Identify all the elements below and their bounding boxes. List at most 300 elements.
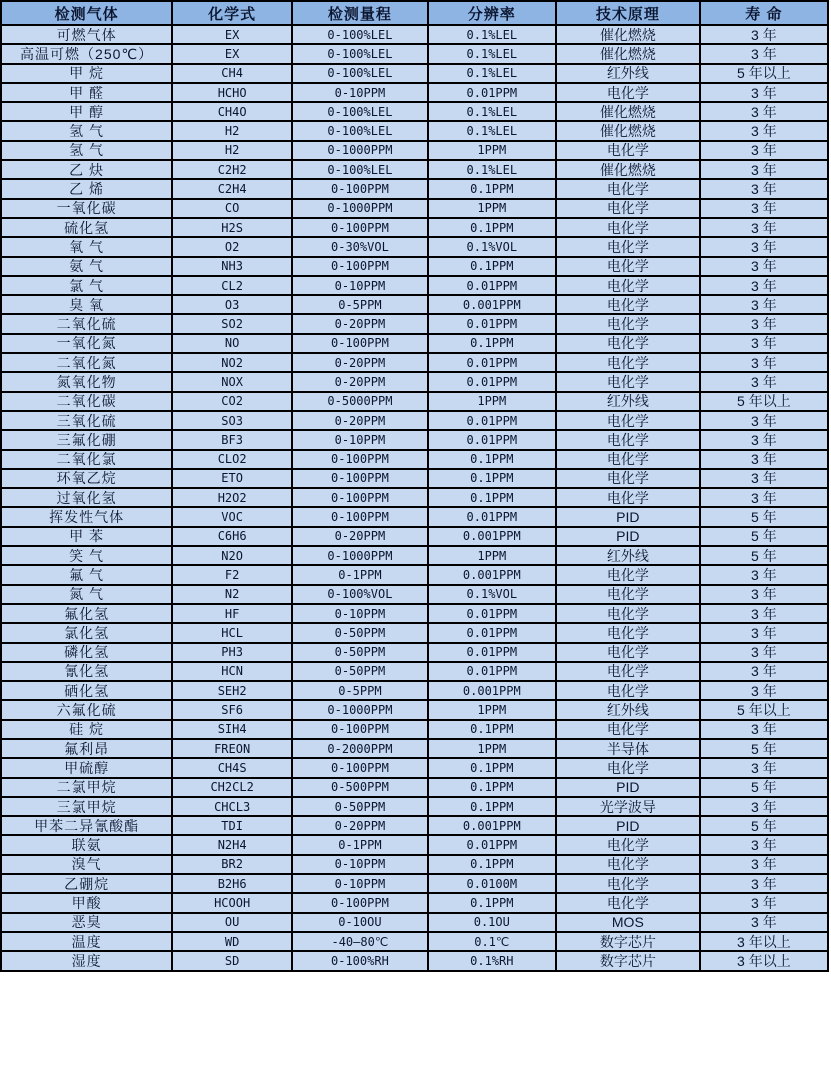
principle-cell: 电化学 bbox=[556, 681, 700, 700]
gas-name-cell: 乙 炔 bbox=[1, 160, 172, 179]
principle-cell: 数字芯片 bbox=[556, 951, 700, 970]
resolution-cell: 1PPM bbox=[428, 546, 556, 565]
table-row bbox=[1, 932, 828, 951]
lifespan-cell: 3 年 bbox=[700, 469, 828, 488]
table-row bbox=[1, 411, 828, 430]
range-cell: 0-100PPM bbox=[292, 334, 428, 353]
range-cell: 0-20PPM bbox=[292, 527, 428, 546]
lifespan-cell: 3 年 bbox=[700, 276, 828, 295]
formula-cell: CH4 bbox=[172, 64, 292, 83]
resolution-cell: 0.01PPM bbox=[428, 604, 556, 623]
lifespan-cell: 3 年 bbox=[700, 218, 828, 237]
principle-cell: 红外线 bbox=[556, 392, 700, 411]
lifespan-cell: 3 年 bbox=[700, 604, 828, 623]
table-row bbox=[1, 199, 828, 218]
range-cell: 0-10PPM bbox=[292, 604, 428, 623]
range-cell: 0-5PPM bbox=[292, 295, 428, 314]
gas-name-cell: 二氧化氯 bbox=[1, 450, 172, 469]
resolution-cell: 0.01PPM bbox=[428, 507, 556, 526]
principle-cell: 电化学 bbox=[556, 835, 700, 854]
gas-name-cell: 甲 苯 bbox=[1, 527, 172, 546]
resolution-cell: 0.01PPM bbox=[428, 372, 556, 391]
gas-name-cell: 硒化氢 bbox=[1, 681, 172, 700]
range-cell: 0-100PPM bbox=[292, 450, 428, 469]
lifespan-cell: 3 年 bbox=[700, 720, 828, 739]
principle-cell: 催化燃烧 bbox=[556, 44, 700, 63]
gas-name-cell: 硫化氢 bbox=[1, 218, 172, 237]
resolution-cell: 0.1PPM bbox=[428, 218, 556, 237]
formula-cell: H2 bbox=[172, 141, 292, 160]
formula-cell: CLO2 bbox=[172, 450, 292, 469]
range-cell: 0-10PPM bbox=[292, 83, 428, 102]
gas-name-cell: 一氧化氮 bbox=[1, 334, 172, 353]
principle-cell: 电化学 bbox=[556, 372, 700, 391]
formula-cell: B2H6 bbox=[172, 874, 292, 893]
principle-cell: 电化学 bbox=[556, 257, 700, 276]
lifespan-cell: 3 年 bbox=[700, 758, 828, 777]
table-row bbox=[1, 237, 828, 256]
resolution-cell: 1PPM bbox=[428, 199, 556, 218]
lifespan-cell: 3 年 bbox=[700, 44, 828, 63]
principle-cell: PID bbox=[556, 816, 700, 835]
formula-cell: CO bbox=[172, 199, 292, 218]
gas-name-cell: 氢 气 bbox=[1, 121, 172, 140]
principle-cell: PID bbox=[556, 778, 700, 797]
table-row bbox=[1, 604, 828, 623]
resolution-cell: 0.0100M bbox=[428, 874, 556, 893]
lifespan-cell: 3 年 bbox=[700, 643, 828, 662]
column-header-resolution: 分辨率 bbox=[428, 1, 556, 25]
resolution-cell: 0.001PPM bbox=[428, 295, 556, 314]
table-row bbox=[1, 488, 828, 507]
table-row bbox=[1, 874, 828, 893]
lifespan-cell: 3 年 bbox=[700, 874, 828, 893]
principle-cell: 催化燃烧 bbox=[556, 25, 700, 44]
gas-name-cell: 笑 气 bbox=[1, 546, 172, 565]
resolution-cell: 0.1%VOL bbox=[428, 585, 556, 604]
gas-name-cell: 氟化氢 bbox=[1, 604, 172, 623]
resolution-cell: 0.1%LEL bbox=[428, 44, 556, 63]
principle-cell: 电化学 bbox=[556, 237, 700, 256]
resolution-cell: 0.1%LEL bbox=[428, 25, 556, 44]
formula-cell: N2 bbox=[172, 585, 292, 604]
lifespan-cell: 5 年 bbox=[700, 507, 828, 526]
lifespan-cell: 3 年 bbox=[700, 835, 828, 854]
formula-cell: O3 bbox=[172, 295, 292, 314]
gas-name-cell: 氟 气 bbox=[1, 565, 172, 584]
gas-name-cell: 硅 烷 bbox=[1, 720, 172, 739]
resolution-cell: 0.1PPM bbox=[428, 257, 556, 276]
formula-cell: TDI bbox=[172, 816, 292, 835]
gas-name-cell: 温度 bbox=[1, 932, 172, 951]
gas-name-cell: 过氧化氢 bbox=[1, 488, 172, 507]
range-cell: 0-100PPM bbox=[292, 507, 428, 526]
formula-cell: HCOOH bbox=[172, 893, 292, 912]
formula-cell: BF3 bbox=[172, 430, 292, 449]
table-row bbox=[1, 623, 828, 642]
gas-name-cell: 恶臭 bbox=[1, 913, 172, 932]
range-cell: 0-100%LEL bbox=[292, 121, 428, 140]
column-header-principle: 技术原理 bbox=[556, 1, 700, 25]
resolution-cell: 0.001PPM bbox=[428, 816, 556, 835]
formula-cell: HCL bbox=[172, 623, 292, 642]
range-cell: 0-100%LEL bbox=[292, 160, 428, 179]
range-cell: 0-5PPM bbox=[292, 681, 428, 700]
formula-cell: C2H4 bbox=[172, 179, 292, 198]
range-cell: 0-100PPM bbox=[292, 469, 428, 488]
formula-cell: FREON bbox=[172, 739, 292, 758]
range-cell: 0-10PPM bbox=[292, 430, 428, 449]
principle-cell: 电化学 bbox=[556, 83, 700, 102]
formula-cell: SIH4 bbox=[172, 720, 292, 739]
lifespan-cell: 3 年 bbox=[700, 372, 828, 391]
range-cell: 0-20PPM bbox=[292, 411, 428, 430]
formula-cell: WD bbox=[172, 932, 292, 951]
lifespan-cell: 3 年 bbox=[700, 893, 828, 912]
gas-name-cell: 氯 气 bbox=[1, 276, 172, 295]
lifespan-cell: 3 年 bbox=[700, 411, 828, 430]
lifespan-cell: 3 年 bbox=[700, 121, 828, 140]
resolution-cell: 0.1PPM bbox=[428, 778, 556, 797]
lifespan-cell: 3 年 bbox=[700, 83, 828, 102]
lifespan-cell: 5 年 bbox=[700, 778, 828, 797]
gas-name-cell: 氨 气 bbox=[1, 257, 172, 276]
principle-cell: 电化学 bbox=[556, 411, 700, 430]
principle-cell: 电化学 bbox=[556, 469, 700, 488]
formula-cell: SD bbox=[172, 951, 292, 970]
resolution-cell: 0.001PPM bbox=[428, 527, 556, 546]
formula-cell: CL2 bbox=[172, 276, 292, 295]
range-cell: 0-20PPM bbox=[292, 816, 428, 835]
lifespan-cell: 3 年 bbox=[700, 623, 828, 642]
gas-name-cell: 二氧化氮 bbox=[1, 353, 172, 372]
gas-name-cell: 氮 气 bbox=[1, 585, 172, 604]
principle-cell: 光学波导 bbox=[556, 797, 700, 816]
range-cell: 0-1PPM bbox=[292, 835, 428, 854]
resolution-cell: 0.1PPM bbox=[428, 720, 556, 739]
table-row bbox=[1, 855, 828, 874]
table-row bbox=[1, 758, 828, 777]
gas-name-cell: 氰化氢 bbox=[1, 662, 172, 681]
table-row bbox=[1, 643, 828, 662]
formula-cell: C6H6 bbox=[172, 527, 292, 546]
lifespan-cell: 3 年以上 bbox=[700, 932, 828, 951]
gas-name-cell: 溴气 bbox=[1, 855, 172, 874]
principle-cell: 电化学 bbox=[556, 179, 700, 198]
resolution-cell: 0.1%LEL bbox=[428, 121, 556, 140]
principle-cell: 催化燃烧 bbox=[556, 102, 700, 121]
table-row bbox=[1, 585, 828, 604]
gas-name-cell: 高温可燃（250℃） bbox=[1, 44, 172, 63]
table-row bbox=[1, 893, 828, 912]
principle-cell: PID bbox=[556, 507, 700, 526]
principle-cell: 数字芯片 bbox=[556, 932, 700, 951]
principle-cell: 催化燃烧 bbox=[556, 121, 700, 140]
principle-cell: 红外线 bbox=[556, 64, 700, 83]
range-cell: 0-100PPM bbox=[292, 720, 428, 739]
table-row bbox=[1, 565, 828, 584]
resolution-cell: 0.01PPM bbox=[428, 83, 556, 102]
gas-name-cell: 乙硼烷 bbox=[1, 874, 172, 893]
principle-cell: 电化学 bbox=[556, 199, 700, 218]
table-row bbox=[1, 720, 828, 739]
lifespan-cell: 5 年 bbox=[700, 546, 828, 565]
table-row bbox=[1, 913, 828, 932]
gas-name-cell: 三氟化硼 bbox=[1, 430, 172, 449]
lifespan-cell: 3 年 bbox=[700, 314, 828, 333]
lifespan-cell: 5 年以上 bbox=[700, 392, 828, 411]
table-row bbox=[1, 44, 828, 63]
principle-cell: 电化学 bbox=[556, 758, 700, 777]
lifespan-cell: 3 年 bbox=[700, 913, 828, 932]
principle-cell: 电化学 bbox=[556, 353, 700, 372]
range-cell: 0-50PPM bbox=[292, 662, 428, 681]
lifespan-cell: 3 年 bbox=[700, 295, 828, 314]
range-cell: 0-1000PPM bbox=[292, 141, 428, 160]
range-cell: 0-100PPM bbox=[292, 257, 428, 276]
range-cell: 0-100%LEL bbox=[292, 44, 428, 63]
gas-name-cell: 一氧化碳 bbox=[1, 199, 172, 218]
table-row bbox=[1, 218, 828, 237]
lifespan-cell: 3 年 bbox=[700, 450, 828, 469]
table-row bbox=[1, 951, 828, 970]
formula-cell: H2S bbox=[172, 218, 292, 237]
resolution-cell: 1PPM bbox=[428, 700, 556, 719]
range-cell: 0-1000PPM bbox=[292, 700, 428, 719]
resolution-cell: 0.1%LEL bbox=[428, 160, 556, 179]
lifespan-cell: 3 年 bbox=[700, 353, 828, 372]
lifespan-cell: 3 年 bbox=[700, 179, 828, 198]
principle-cell: 电化学 bbox=[556, 295, 700, 314]
lifespan-cell: 3 年 bbox=[700, 430, 828, 449]
lifespan-cell: 5 年 bbox=[700, 816, 828, 835]
range-cell: 0-100%LEL bbox=[292, 25, 428, 44]
resolution-cell: 1PPM bbox=[428, 392, 556, 411]
range-cell: 0-50PPM bbox=[292, 623, 428, 642]
resolution-cell: 0.01PPM bbox=[428, 276, 556, 295]
table-row bbox=[1, 276, 828, 295]
resolution-cell: 0.1%LEL bbox=[428, 64, 556, 83]
range-cell: 0-100%VOL bbox=[292, 585, 428, 604]
gas-name-cell: 联氨 bbox=[1, 835, 172, 854]
gas-name-cell: 二氧化硫 bbox=[1, 314, 172, 333]
resolution-cell: 0.1PPM bbox=[428, 334, 556, 353]
formula-cell: N2H4 bbox=[172, 835, 292, 854]
principle-cell: 电化学 bbox=[556, 276, 700, 295]
column-header-formula: 化学式 bbox=[172, 1, 292, 25]
table-row bbox=[1, 527, 828, 546]
resolution-cell: 0.01PPM bbox=[428, 835, 556, 854]
resolution-cell: 0.001PPM bbox=[428, 565, 556, 584]
formula-cell: HCN bbox=[172, 662, 292, 681]
resolution-cell: 0.1PPM bbox=[428, 179, 556, 198]
lifespan-cell: 3 年 bbox=[700, 585, 828, 604]
range-cell: 0-10PPM bbox=[292, 855, 428, 874]
lifespan-cell: 3 年 bbox=[700, 797, 828, 816]
range-cell: 0-100PPM bbox=[292, 179, 428, 198]
resolution-cell: 0.1%RH bbox=[428, 951, 556, 970]
range-cell: 0-2000PPM bbox=[292, 739, 428, 758]
range-cell: 0-1000PPM bbox=[292, 199, 428, 218]
lifespan-cell: 5 年以上 bbox=[700, 64, 828, 83]
formula-cell: CH2CL2 bbox=[172, 778, 292, 797]
principle-cell: 半导体 bbox=[556, 739, 700, 758]
table-row bbox=[1, 121, 828, 140]
formula-cell: EX bbox=[172, 44, 292, 63]
gas-name-cell: 氮氧化物 bbox=[1, 372, 172, 391]
gas-name-cell: 甲苯二异氰酸酯 bbox=[1, 816, 172, 835]
lifespan-cell: 3 年 bbox=[700, 855, 828, 874]
resolution-cell: 0.001PPM bbox=[428, 681, 556, 700]
formula-cell: C2H2 bbox=[172, 160, 292, 179]
range-cell: 0-100%LEL bbox=[292, 102, 428, 121]
resolution-cell: 0.1PPM bbox=[428, 758, 556, 777]
table-row bbox=[1, 257, 828, 276]
principle-cell: 电化学 bbox=[556, 430, 700, 449]
resolution-cell: 0.01PPM bbox=[428, 430, 556, 449]
table-row bbox=[1, 179, 828, 198]
lifespan-cell: 3 年以上 bbox=[700, 951, 828, 970]
range-cell: 0-5000PPM bbox=[292, 392, 428, 411]
table-row bbox=[1, 546, 828, 565]
gas-name-cell: 二氯甲烷 bbox=[1, 778, 172, 797]
lifespan-cell: 3 年 bbox=[700, 488, 828, 507]
formula-cell: NO2 bbox=[172, 353, 292, 372]
column-header-range: 检测量程 bbox=[292, 1, 428, 25]
table-row bbox=[1, 372, 828, 391]
gas-name-cell: 甲 烷 bbox=[1, 64, 172, 83]
formula-cell: BR2 bbox=[172, 855, 292, 874]
principle-cell: 电化学 bbox=[556, 720, 700, 739]
table-row bbox=[1, 450, 828, 469]
lifespan-cell: 3 年 bbox=[700, 681, 828, 700]
gas-name-cell: 甲 醇 bbox=[1, 102, 172, 121]
formula-cell: H2 bbox=[172, 121, 292, 140]
table-row bbox=[1, 314, 828, 333]
lifespan-cell: 5 年以上 bbox=[700, 700, 828, 719]
formula-cell: SO3 bbox=[172, 411, 292, 430]
formula-cell: ETO bbox=[172, 469, 292, 488]
gas-name-cell: 磷化氢 bbox=[1, 643, 172, 662]
range-cell: 0-10PPM bbox=[292, 874, 428, 893]
table-row bbox=[1, 681, 828, 700]
gas-name-cell: 二氧化碳 bbox=[1, 392, 172, 411]
principle-cell: PID bbox=[556, 527, 700, 546]
table-row bbox=[1, 739, 828, 758]
range-cell: 0-100PPM bbox=[292, 893, 428, 912]
gas-name-cell: 湿度 bbox=[1, 951, 172, 970]
resolution-cell: 0.01PPM bbox=[428, 623, 556, 642]
principle-cell: 电化学 bbox=[556, 855, 700, 874]
formula-cell: NH3 bbox=[172, 257, 292, 276]
principle-cell: 电化学 bbox=[556, 218, 700, 237]
range-cell: 0-1PPM bbox=[292, 565, 428, 584]
principle-cell: 电化学 bbox=[556, 450, 700, 469]
formula-cell: CHCL3 bbox=[172, 797, 292, 816]
resolution-cell: 0.1℃ bbox=[428, 932, 556, 951]
table-row bbox=[1, 334, 828, 353]
gas-name-cell: 六氟化硫 bbox=[1, 700, 172, 719]
range-cell: 0-30%VOL bbox=[292, 237, 428, 256]
principle-cell: 电化学 bbox=[556, 874, 700, 893]
table-row bbox=[1, 507, 828, 526]
resolution-cell: 0.01PPM bbox=[428, 353, 556, 372]
formula-cell: NO bbox=[172, 334, 292, 353]
resolution-cell: 1PPM bbox=[428, 141, 556, 160]
table-row bbox=[1, 141, 828, 160]
table-row bbox=[1, 102, 828, 121]
lifespan-cell: 3 年 bbox=[700, 141, 828, 160]
principle-cell: MOS bbox=[556, 913, 700, 932]
table-row bbox=[1, 353, 828, 372]
principle-cell: 红外线 bbox=[556, 700, 700, 719]
principle-cell: 电化学 bbox=[556, 488, 700, 507]
table-row bbox=[1, 295, 828, 314]
lifespan-cell: 3 年 bbox=[700, 662, 828, 681]
header-row bbox=[1, 1, 828, 25]
table-row bbox=[1, 816, 828, 835]
resolution-cell: 0.1%LEL bbox=[428, 102, 556, 121]
lifespan-cell: 3 年 bbox=[700, 199, 828, 218]
table-row bbox=[1, 662, 828, 681]
gas-name-cell: 甲酸 bbox=[1, 893, 172, 912]
table-row bbox=[1, 700, 828, 719]
table-body bbox=[1, 25, 828, 971]
range-cell: 0-50PPM bbox=[292, 643, 428, 662]
resolution-cell: 0.1PPM bbox=[428, 488, 556, 507]
formula-cell: OU bbox=[172, 913, 292, 932]
range-cell: 0-100%RH bbox=[292, 951, 428, 970]
formula-cell: NOX bbox=[172, 372, 292, 391]
principle-cell: 电化学 bbox=[556, 565, 700, 584]
resolution-cell: 0.01PPM bbox=[428, 662, 556, 681]
principle-cell: 电化学 bbox=[556, 141, 700, 160]
range-cell: 0-100PPM bbox=[292, 488, 428, 507]
formula-cell: HF bbox=[172, 604, 292, 623]
gas-name-cell: 氢 气 bbox=[1, 141, 172, 160]
lifespan-cell: 3 年 bbox=[700, 257, 828, 276]
principle-cell: 电化学 bbox=[556, 314, 700, 333]
range-cell: 0-500PPM bbox=[292, 778, 428, 797]
gas-name-cell: 臭 氧 bbox=[1, 295, 172, 314]
table-row bbox=[1, 430, 828, 449]
lifespan-cell: 3 年 bbox=[700, 565, 828, 584]
formula-cell: EX bbox=[172, 25, 292, 44]
formula-cell: CH4O bbox=[172, 102, 292, 121]
table-row bbox=[1, 469, 828, 488]
principle-cell: 催化燃烧 bbox=[556, 160, 700, 179]
gas-name-cell: 甲硫醇 bbox=[1, 758, 172, 777]
range-cell: 0-100%LEL bbox=[292, 64, 428, 83]
gas-name-cell: 氟利昂 bbox=[1, 739, 172, 758]
lifespan-cell: 3 年 bbox=[700, 25, 828, 44]
table-row bbox=[1, 64, 828, 83]
principle-cell: 电化学 bbox=[556, 604, 700, 623]
gas-name-cell: 环氧乙烷 bbox=[1, 469, 172, 488]
resolution-cell: 0.1PPM bbox=[428, 450, 556, 469]
gas-name-cell: 氧 气 bbox=[1, 237, 172, 256]
principle-cell: 红外线 bbox=[556, 546, 700, 565]
principle-cell: 电化学 bbox=[556, 334, 700, 353]
table-row bbox=[1, 778, 828, 797]
principle-cell: 电化学 bbox=[556, 893, 700, 912]
formula-cell: SEH2 bbox=[172, 681, 292, 700]
table-row bbox=[1, 25, 828, 44]
table-row bbox=[1, 392, 828, 411]
formula-cell: SF6 bbox=[172, 700, 292, 719]
resolution-cell: 0.01PPM bbox=[428, 643, 556, 662]
table-row bbox=[1, 835, 828, 854]
